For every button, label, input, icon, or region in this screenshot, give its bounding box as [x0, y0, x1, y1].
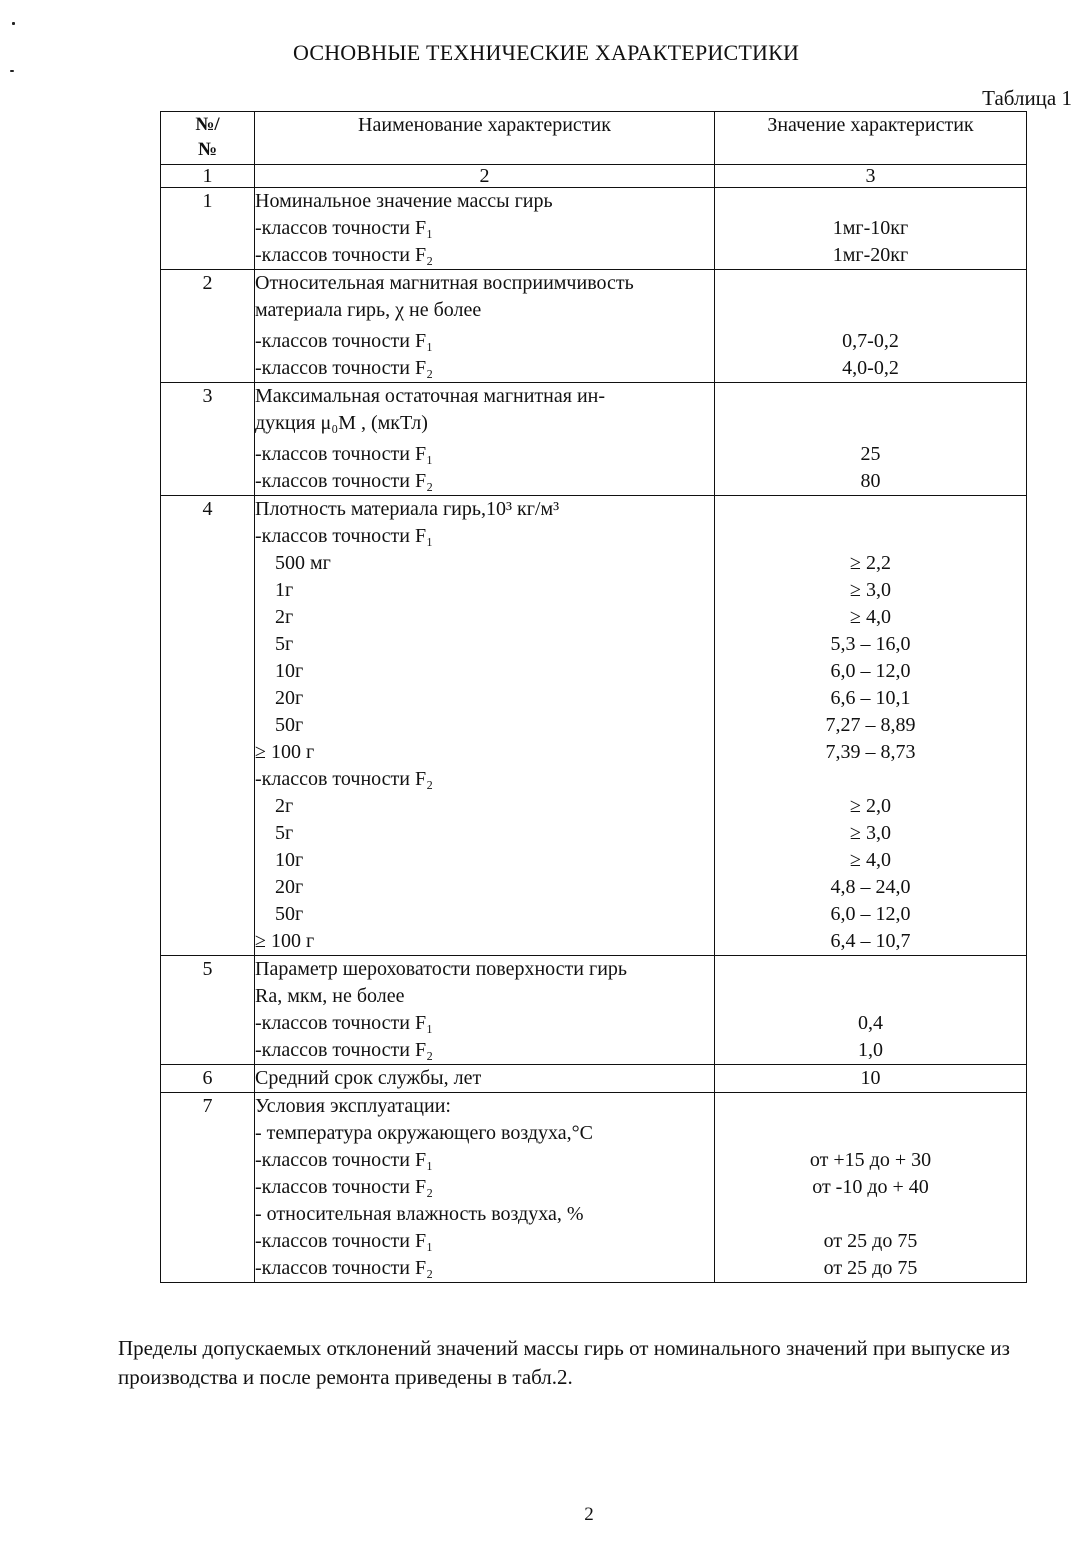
characteristic-line: Ra, мкм, не более	[255, 985, 405, 1007]
characteristic-value-cell	[715, 956, 1027, 1065]
value-line	[715, 956, 1026, 983]
table-row	[161, 383, 1027, 496]
characteristic-line: Средний срок службы, лет	[255, 1067, 482, 1089]
value-line	[715, 496, 1026, 523]
value-line: 6,0 – 12,0	[830, 660, 911, 682]
footnote-paragraph: Пределы допускаемых отклонений значений массы гирь от номинального значений при выпуске из производства и после ремонта приведены в табл.2.	[118, 1336, 1010, 1389]
value-line: 7,27 – 8,89	[825, 714, 916, 736]
value-line: 25	[860, 443, 881, 465]
characteristic-line: Параметр шероховатости поверхности гирь	[255, 958, 628, 980]
characteristic-value-cell	[715, 1065, 1027, 1093]
row-number: 3	[161, 383, 255, 496]
value-line: ≥ 3,0	[850, 822, 891, 844]
scan-speck	[10, 70, 14, 72]
table-row	[161, 1093, 1027, 1283]
value-line	[715, 1093, 1026, 1120]
value-line: ≥ 3,0	[850, 579, 891, 601]
characteristic-line: Номинальное значение массы гирь	[255, 190, 553, 212]
characteristic-line: Относительная магнитная восприимчивость	[255, 272, 634, 294]
value-line: ≥ 2,0	[850, 795, 891, 817]
characteristic-line: 500 мг	[275, 552, 331, 574]
table-row	[161, 1065, 1027, 1093]
value-line: 10	[860, 1067, 881, 1089]
characteristic-line: -классов точности F₂	[255, 1176, 434, 1198]
table-label: Таблица 1	[982, 86, 1072, 110]
value-line	[715, 1120, 1026, 1147]
value-line: 4,8 – 24,0	[830, 876, 911, 898]
value-line: 1мг-20кг	[832, 244, 909, 266]
value-line	[715, 270, 1026, 297]
characteristic-line: 50г	[275, 903, 304, 925]
characteristic-line: 5г	[275, 633, 294, 655]
characteristic-line: -классов точности F₂	[255, 768, 434, 790]
characteristic-line: Плотность материала гирь,10³ кг/м³	[255, 498, 560, 520]
row-number: 4	[161, 496, 255, 956]
characteristic-line: материала гирь, χ не более	[255, 299, 482, 321]
characteristic-value-cell	[715, 496, 1027, 956]
row-number: 6	[161, 1065, 255, 1093]
characteristic-name-cell	[255, 496, 715, 956]
characteristic-line: -классов точности F₂	[255, 244, 434, 266]
characteristic-value-cell	[715, 270, 1027, 383]
page-title: ОСНОВНЫЕ ТЕХНИЧЕСКИЕ ХАРАКТЕРИСТИКИ	[292, 40, 800, 65]
value-line	[715, 1201, 1026, 1228]
header-number-line2: №	[197, 139, 218, 160]
table-row	[161, 956, 1027, 1065]
characteristic-line: -классов точности F₂	[255, 470, 434, 492]
characteristic-line: 2г	[275, 606, 294, 628]
page-number: 2	[584, 1504, 594, 1525]
value-line	[715, 188, 1026, 215]
characteristic-line: -классов точности F₁	[255, 330, 434, 352]
value-line	[715, 383, 1026, 410]
characteristic-line: -классов точности F₂	[255, 1039, 434, 1061]
characteristic-line: -классов точности F₁	[255, 1149, 434, 1171]
value-line	[715, 523, 1026, 550]
value-line: 7,39 – 8,73	[825, 741, 916, 763]
table-row	[161, 496, 1027, 956]
characteristic-line: 1г	[275, 579, 294, 601]
value-line: от 25 до 75	[823, 1257, 918, 1279]
value-line: от 25 до 75	[823, 1230, 918, 1252]
column-index-2: 2	[255, 165, 715, 188]
characteristic-line: 2г	[275, 795, 294, 817]
value-line: 4,0-0,2	[842, 357, 899, 379]
value-line: 6,4 – 10,7	[830, 930, 911, 952]
characteristic-line: Условия эксплуатации:	[255, 1095, 451, 1117]
characteristic-line: -классов точности F₁	[255, 1012, 434, 1034]
table-row	[161, 270, 1027, 383]
value-line: ≥ 2,2	[850, 552, 891, 574]
row-number: 1	[161, 188, 255, 270]
header-number	[161, 112, 255, 165]
scan-speck	[12, 22, 15, 25]
value-line	[715, 410, 1026, 437]
characteristic-name-cell	[255, 188, 715, 270]
characteristic-line: 10г	[275, 849, 304, 871]
header-number-line1: №/	[195, 114, 220, 135]
characteristic-line: 20г	[275, 687, 304, 709]
characteristic-line: - относительная влажность воздуха, %	[255, 1203, 584, 1225]
column-index-3: 3	[715, 165, 1027, 188]
characteristic-line: -классов точности F₂	[255, 1257, 434, 1279]
value-line: 5,3 – 16,0	[830, 633, 911, 655]
characteristic-line: -классов точности F₁	[255, 1230, 434, 1252]
characteristic-line: ≥ 100 г	[255, 741, 315, 763]
characteristic-line: 50г	[275, 714, 304, 736]
value-line	[715, 297, 1026, 324]
column-index-row	[161, 165, 1027, 188]
value-line: 0,7-0,2	[842, 330, 899, 352]
characteristic-line: -классов точности F₁	[255, 217, 434, 239]
characteristic-value-cell	[715, 188, 1027, 270]
table-row	[161, 188, 1027, 270]
characteristic-line: 10г	[275, 660, 304, 682]
characteristic-line: Максимальная остаточная магнитная ин-	[255, 385, 606, 407]
header-value: Значение характеристик	[715, 112, 1027, 165]
value-line: от +15 до + 30	[809, 1149, 932, 1171]
value-line: 1мг-10кг	[832, 217, 909, 239]
value-line: от -10 до + 40	[812, 1176, 929, 1198]
characteristic-name-cell	[255, 1093, 715, 1283]
characteristic-line: 5г	[275, 822, 294, 844]
row-number: 7	[161, 1093, 255, 1283]
value-line: 6,0 – 12,0	[830, 903, 911, 925]
table-body	[161, 188, 1027, 1283]
table-header-row	[161, 112, 1027, 165]
characteristic-line: -классов точности F₁	[255, 443, 434, 465]
characteristic-line: -классов точности F₁	[255, 525, 434, 547]
column-index-1: 1	[161, 165, 255, 188]
row-number: 2	[161, 270, 255, 383]
characteristic-value-cell	[715, 1093, 1027, 1283]
characteristic-line: 20г	[275, 876, 304, 898]
characteristic-name-cell	[255, 1065, 715, 1093]
value-line: 0,4	[858, 1012, 883, 1034]
characteristic-name-cell	[255, 956, 715, 1065]
value-line	[715, 766, 1026, 793]
characteristic-name-cell	[255, 270, 715, 383]
value-line: ≥ 4,0	[850, 606, 891, 628]
characteristic-value-cell	[715, 383, 1027, 496]
specifications-table	[160, 111, 1027, 1283]
value-line	[715, 983, 1026, 1010]
value-line: 80	[860, 470, 881, 492]
value-line: 6,6 – 10,1	[830, 687, 911, 709]
characteristic-line: -классов точности F₂	[255, 357, 434, 379]
row-number: 5	[161, 956, 255, 1065]
characteristic-line: - температура окружающего воздуха,°С	[255, 1122, 594, 1144]
value-line: ≥ 4,0	[850, 849, 891, 871]
characteristic-line: дукция μ₀M , (мкТл)	[255, 412, 428, 434]
header-name: Наименование характеристик	[255, 112, 715, 165]
characteristic-name-cell	[255, 383, 715, 496]
characteristic-line: ≥ 100 г	[255, 930, 315, 952]
value-line: 1,0	[858, 1039, 883, 1061]
